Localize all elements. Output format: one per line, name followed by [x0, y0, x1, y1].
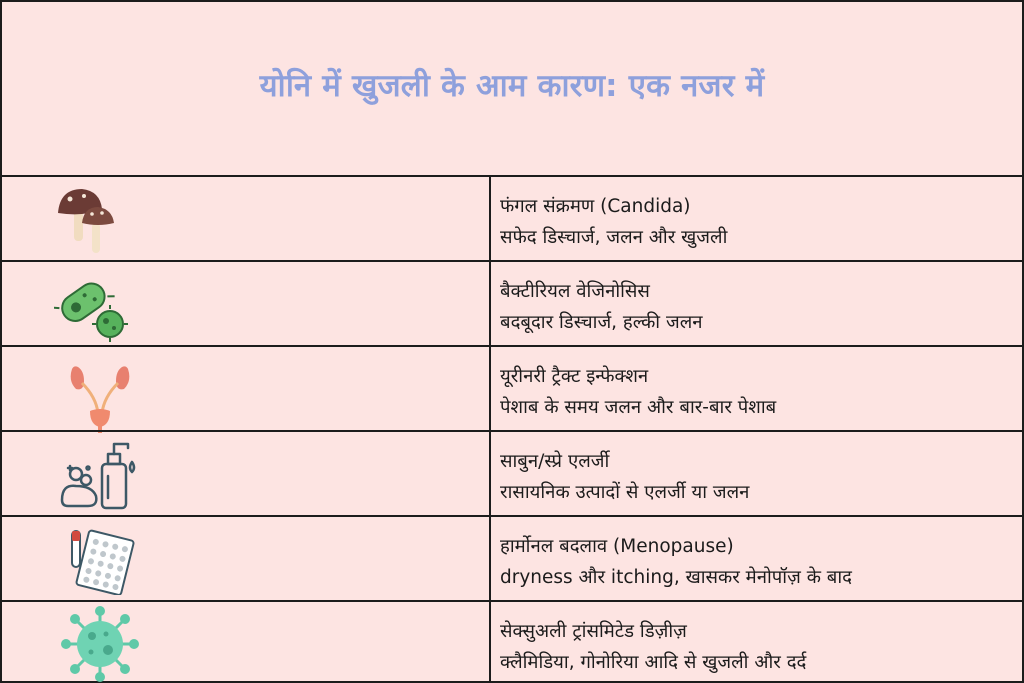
text-cell [500, 531, 1012, 593]
text-cell [500, 446, 1012, 508]
cause-heading: साबुन/स्प्रे एलर्जी [500, 451, 610, 472]
page-title: योनि में खुजली के आम कारण: एक नजर में [259, 67, 765, 104]
icon-cell [2, 347, 489, 430]
text-cell [500, 276, 1012, 338]
column-divider [489, 432, 491, 515]
table-row [2, 175, 1022, 260]
text-cell [500, 191, 1012, 253]
text-cell [500, 361, 1012, 423]
title-area [2, 2, 1022, 175]
cause-detail: dryness और itching, खासकर मेनोपॉज़ के बाद [500, 567, 852, 588]
cause-heading: यूरीनरी ट्रैक्ट इन्फेक्शन [500, 366, 649, 387]
column-divider [489, 517, 491, 600]
cause-detail: पेशाब के समय जलन और बार-बार पेशाब [500, 397, 777, 418]
kidney-bladder-icon [66, 361, 138, 437]
cause-heading: बैक्टीरियल वेजिनोसिस [500, 281, 650, 302]
cause-heading: हार्मोनल बदलाव (Menopause) [500, 536, 734, 557]
cause-heading: सेक्सुअली ट्रांसमिटेड डिज़ीज़ [500, 621, 687, 642]
column-divider [489, 262, 491, 345]
virus-icon [60, 606, 140, 682]
column-divider [489, 347, 491, 430]
table-row [2, 260, 1022, 345]
cause-detail: रासायनिक उत्पादों से एलर्जी या जलन [500, 482, 750, 503]
table-row [2, 515, 1022, 600]
text-cell [500, 616, 1012, 678]
table-row [2, 430, 1022, 515]
pill-pack-icon [66, 527, 136, 595]
icon-cell [2, 177, 489, 260]
cause-heading: फंगल संक्रमण (Candida) [500, 196, 691, 217]
cause-detail: बदबूदार डिस्चार्ज, हल्की जलन [500, 312, 703, 333]
column-divider [489, 177, 491, 260]
icon-cell [2, 262, 489, 345]
bacteria-icon [54, 274, 134, 344]
soap-dispenser-icon [58, 440, 140, 512]
cause-detail: क्लैमिडिया, गोनोरिया आदि से खुजली और दर्द [500, 652, 807, 673]
icon-cell [2, 432, 489, 515]
mushroom-icon [54, 183, 124, 255]
cause-detail: सफेद डिस्चार्ज, जलन और खुजली [500, 227, 728, 248]
column-divider [489, 602, 491, 683]
table-row [2, 345, 1022, 430]
table-row [2, 600, 1022, 683]
icon-cell [2, 517, 489, 600]
icon-cell [2, 602, 489, 683]
